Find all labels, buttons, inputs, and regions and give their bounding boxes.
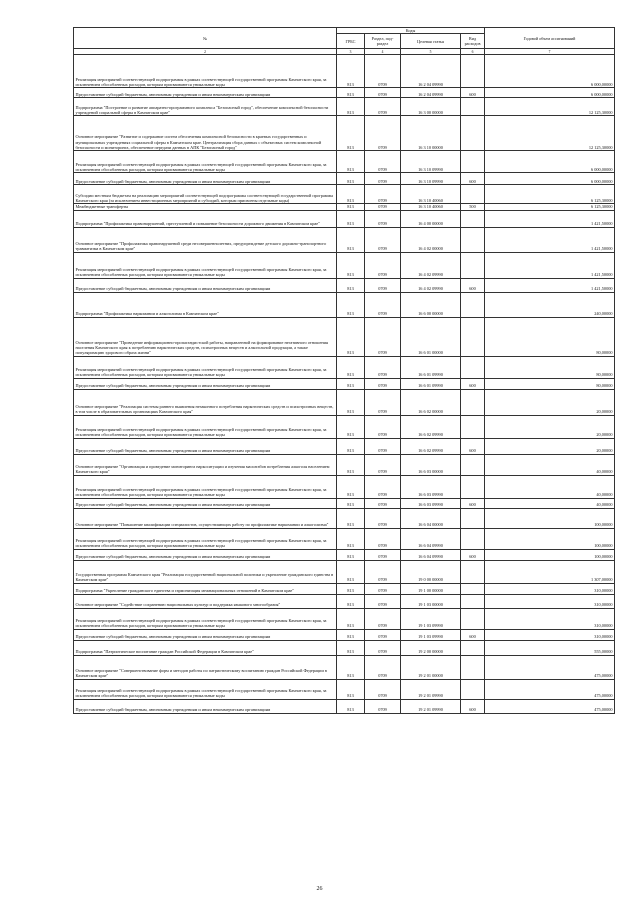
row-target-cell: 16 3 10 40060 — [401, 204, 461, 210]
row-section-cell: 0709 — [365, 356, 401, 378]
row-target-cell: 16 3 10 40060 — [401, 185, 461, 204]
row-target-cell: 16 4 02 09990 — [401, 278, 461, 292]
row-exp-type-cell — [461, 210, 485, 227]
table-row — [74, 629, 615, 640]
table-row — [74, 278, 615, 292]
table-row — [74, 560, 615, 583]
header-grbs: ГРБС — [337, 34, 365, 49]
row-name-cell: Основное мероприятие "Реализация системы раннего выявления незаконного потребления наркотических средств и психотропных веществ, в том числе в образовательных организациях Камчатского края" — [74, 389, 337, 415]
row-amount-cell: 40,00000 — [485, 454, 615, 475]
row-amount-cell: 1 421,50000 — [485, 210, 615, 227]
row-amount-cell: 310,00000 — [485, 608, 615, 629]
row-target-cell: 16 6 03 00000 — [401, 454, 461, 475]
table-row — [74, 528, 615, 549]
row-amount-cell: 1 421,50000 — [485, 278, 615, 292]
index-cell: 3 — [337, 49, 365, 55]
table-row — [74, 317, 615, 356]
budget-table — [73, 27, 615, 714]
row-grbs-cell: 813 — [337, 173, 365, 185]
table-row — [74, 655, 615, 679]
row-grbs-cell: 813 — [337, 594, 365, 608]
row-name-cell: Реализация мероприятий соответствующей подпрограммы в рамках соответствующей государственной программы Камчатского края, за исключением обособленных расходов, которым присваиваются уникальные коды — [74, 151, 337, 173]
row-amount-cell: 100,00000 — [485, 528, 615, 549]
row-grbs-cell: 813 — [337, 528, 365, 549]
row-section-cell: 0709 — [365, 475, 401, 498]
row-section-cell: 0709 — [365, 699, 401, 713]
row-section-cell: 0709 — [365, 415, 401, 438]
index-cell: 6 — [461, 49, 485, 55]
row-name-cell: Реализация мероприятий соответствующей подпрограммы в рамках соответствующей государственной программы Камчатского края, за исключением обособленных расходов, которым присваиваются уникальные коды — [74, 679, 337, 699]
row-name-cell: Предоставление субсидий бюджетным, автономным учреждениям и иным некоммерческим организациям — [74, 378, 337, 389]
row-name-cell: Государственная программа Камчатского края "Реализация государственной национальной политики и укрепление гражданского единства в Камчатском крае" — [74, 560, 337, 583]
row-grbs-cell: 813 — [337, 454, 365, 475]
row-target-cell: 16 3 10 09990 — [401, 173, 461, 185]
row-exp-type-cell — [461, 55, 485, 88]
row-exp-type-cell — [461, 560, 485, 583]
row-exp-type-cell: 600 — [461, 549, 485, 560]
row-section-cell: 0709 — [365, 640, 401, 655]
table-row — [74, 185, 615, 204]
row-target-cell: 16 4 00 00000 — [401, 210, 461, 227]
row-amount-cell: 310,00000 — [485, 583, 615, 594]
row-target-cell: 19 2 01 00000 — [401, 655, 461, 679]
row-target-cell: 16 6 04 09990 — [401, 528, 461, 549]
table-row — [74, 583, 615, 594]
row-name-cell: Реализация мероприятий соответствующей подпрограммы в рамках соответствующей государственной программы Камчатского края, за исключением обособленных расходов, которым присваиваются уникальные коды — [74, 252, 337, 278]
row-amount-cell: 6 000,00000 — [485, 55, 615, 88]
row-grbs-cell: 813 — [337, 98, 365, 116]
row-amount-cell: 475,00000 — [485, 655, 615, 679]
row-section-cell: 0709 — [365, 655, 401, 679]
row-section-cell: 0709 — [365, 679, 401, 699]
row-amount-cell: 475,00000 — [485, 679, 615, 699]
table-row — [74, 699, 615, 713]
row-name-cell: Подпрограмма "Укрепление гражданского единства и гармонизация межнациональных отношений в Камчатском крае" — [74, 583, 337, 594]
row-name-cell: Реализация мероприятий соответствующей подпрограммы в рамках соответствующей государственной программы Камчатского края, за исключением обособленных расходов, которым присваиваются уникальные коды — [74, 475, 337, 498]
row-grbs-cell: 813 — [337, 210, 365, 227]
row-grbs-cell: 813 — [337, 498, 365, 508]
row-section-cell: 0709 — [365, 292, 401, 317]
row-exp-type-cell: 500 — [461, 204, 485, 210]
table-row — [74, 356, 615, 378]
row-section-cell: 0709 — [365, 88, 401, 98]
table-row — [74, 252, 615, 278]
row-grbs-cell: 813 — [337, 640, 365, 655]
row-grbs-cell: 813 — [337, 415, 365, 438]
row-section-cell: 0709 — [365, 389, 401, 415]
row-section-cell: 0709 — [365, 252, 401, 278]
row-target-cell: 16 6 04 09990 — [401, 549, 461, 560]
row-name-cell: Основное мероприятие "Совершенствование форм и методов работы по патриотическому воспитанию граждан Российской Федерации в Камчатском крае" — [74, 655, 337, 679]
row-name-cell: Реализация мероприятий соответствующей подпрограммы в рамках соответствующей государственной программы Камчатского края, за исключением обособленных расходов, которым присваиваются уникальные коды — [74, 528, 337, 549]
table-body — [74, 55, 615, 713]
row-exp-type-cell — [461, 679, 485, 699]
row-grbs-cell: 813 — [337, 475, 365, 498]
row-exp-type-cell — [461, 475, 485, 498]
row-exp-type-cell — [461, 508, 485, 528]
row-grbs-cell: 813 — [337, 699, 365, 713]
row-section-cell: 0709 — [365, 454, 401, 475]
table-row — [74, 98, 615, 116]
row-grbs-cell: 813 — [337, 389, 365, 415]
row-exp-type-cell — [461, 454, 485, 475]
row-exp-type-cell — [461, 583, 485, 594]
row-target-cell: 16 4 02 09990 — [401, 252, 461, 278]
table-row — [74, 454, 615, 475]
row-exp-type-cell — [461, 389, 485, 415]
table-row — [74, 475, 615, 498]
row-section-cell: 0709 — [365, 629, 401, 640]
row-target-cell: 19 0 00 00000 — [401, 560, 461, 583]
row-amount-cell: 240,00000 — [485, 292, 615, 317]
row-section-cell: 0709 — [365, 227, 401, 252]
row-target-cell: 19 1 03 09990 — [401, 608, 461, 629]
row-section-cell: 0709 — [365, 151, 401, 173]
row-exp-type-cell: 600 — [461, 378, 485, 389]
table-row — [74, 594, 615, 608]
row-exp-type-cell — [461, 594, 485, 608]
row-exp-type-cell — [461, 655, 485, 679]
row-exp-type-cell: 600 — [461, 438, 485, 454]
table-row — [74, 438, 615, 454]
row-target-cell: 19 2 00 00000 — [401, 640, 461, 655]
row-exp-type-cell — [461, 356, 485, 378]
row-target-cell: 19 1 03 00000 — [401, 594, 461, 608]
row-grbs-cell: 813 — [337, 252, 365, 278]
row-exp-type-cell — [461, 252, 485, 278]
table-row — [74, 415, 615, 438]
row-section-cell: 0709 — [365, 583, 401, 594]
row-name-cell: Подпрограмма "Построение и развитие аппаратно-программного комплекса "Безопасный город", обеспечение комплексной безопасности учреждений социальной сферы в Камчатском крае" — [74, 98, 337, 116]
row-grbs-cell: 813 — [337, 55, 365, 88]
row-section-cell: 0709 — [365, 560, 401, 583]
row-name-cell: Основное мероприятие "Повышение квалификации специалистов, осуществляющих работу по профилактике наркомании и алкоголизма" — [74, 508, 337, 528]
row-target-cell: 16 6 02 00000 — [401, 389, 461, 415]
row-name-cell: Реализация мероприятий соответствующей подпрограммы в рамках соответствующей государственной программы Камчатского края, за исключением обособленных расходов, которым присваиваются уникальные коды — [74, 415, 337, 438]
row-name-cell: Предоставление субсидий бюджетным, автономным учреждениям и иным некоммерческим организациям — [74, 173, 337, 185]
row-section-cell: 0709 — [365, 549, 401, 560]
table-row — [74, 210, 615, 227]
row-grbs-cell: 813 — [337, 438, 365, 454]
row-grbs-cell: 813 — [337, 655, 365, 679]
row-exp-type-cell: 600 — [461, 278, 485, 292]
table-row — [74, 292, 615, 317]
row-name-cell: Субсидии местным бюджетам на реализацию мероприятий соответствующей подпрограммы соответствующей государственной программы Камчатского края (за исключением инвестиционных мероприятий и субсидий, которым присвоены отдельные коды) — [74, 185, 337, 204]
row-grbs-cell: 813 — [337, 608, 365, 629]
row-amount-cell: 1 421,50000 — [485, 227, 615, 252]
row-amount-cell: 1 307,00000 — [485, 560, 615, 583]
row-amount-cell: 6 125,30000 — [485, 185, 615, 204]
row-name-cell: Основное мероприятие "Профилактика правонарушений среди несовершеннолетних, предупреждение детского дорожно-транспортного травматизма в Камчатском крае" — [74, 227, 337, 252]
row-section-cell: 0709 — [365, 438, 401, 454]
row-amount-cell: 80,00000 — [485, 378, 615, 389]
row-grbs-cell: 813 — [337, 378, 365, 389]
table-row — [74, 389, 615, 415]
row-name-cell: Предоставление субсидий бюджетным, автономным учреждениям и иным некоммерческим организациям — [74, 699, 337, 713]
row-amount-cell: 6 125,30000 — [485, 204, 615, 210]
row-grbs-cell: 813 — [337, 679, 365, 699]
row-target-cell: 19 1 03 09990 — [401, 629, 461, 640]
row-amount-cell: 40,00000 — [485, 475, 615, 498]
row-name-cell: Межбюджетные трансферты — [74, 204, 337, 210]
row-target-cell: 16 4 02 00000 — [401, 227, 461, 252]
row-exp-type-cell — [461, 317, 485, 356]
row-exp-type-cell: 600 — [461, 88, 485, 98]
row-amount-cell: 80,00000 — [485, 317, 615, 356]
header-target: Целевая статья — [401, 34, 461, 49]
row-target-cell: 16 6 02 09990 — [401, 438, 461, 454]
row-section-cell: 0709 — [365, 173, 401, 185]
row-exp-type-cell: 600 — [461, 173, 485, 185]
row-section-cell: 0709 — [365, 278, 401, 292]
row-grbs-cell: 813 — [337, 549, 365, 560]
header-amount: Годовой объем ассигнований — [485, 28, 615, 49]
row-name-cell: Реализация мероприятий соответствующей подпрограммы в рамках соответствующей государственной программы Камчатского края, за исключением обособленных расходов, которым присваиваются уникальные коды — [74, 55, 337, 88]
row-section-cell: 0709 — [365, 508, 401, 528]
row-exp-type-cell — [461, 292, 485, 317]
index-cell: 2 — [74, 49, 337, 55]
row-name-cell: Основное мероприятие "Развитие и содержание систем обеспечения комплексной безопасности в краевых государственных и муниципальных учреждениях социальной сферы в Камчатском крае. Централизация сбора данных с объектовых систем комплексной безопасности и мониторинга, обеспечение передачи данных в АПК "Безопасный город" — [74, 116, 337, 151]
row-exp-type-cell — [461, 640, 485, 655]
header-section: Раздел, под-раздел — [365, 34, 401, 49]
row-amount-cell: 12 125,30000 — [485, 98, 615, 116]
row-grbs-cell: 813 — [337, 227, 365, 252]
row-target-cell: 16 2 04 09990 — [401, 88, 461, 98]
row-grbs-cell: 813 — [337, 185, 365, 204]
row-grbs-cell: 813 — [337, 583, 365, 594]
row-exp-type-cell — [461, 98, 485, 116]
row-name-cell: Основное мероприятие "Организация и проведение мониторинга наркоситуации и изучения масштабов потребления алкоголя населением Камчатского края" — [74, 454, 337, 475]
row-grbs-cell: 813 — [337, 292, 365, 317]
row-target-cell: 16 6 03 09990 — [401, 475, 461, 498]
row-section-cell: 0709 — [365, 498, 401, 508]
row-grbs-cell: 813 — [337, 204, 365, 210]
table-row — [74, 116, 615, 151]
table-header — [74, 28, 615, 55]
header-number: № — [74, 28, 337, 49]
header-codes: Коды — [337, 28, 485, 34]
table-row — [74, 508, 615, 528]
row-amount-cell: 80,00000 — [485, 356, 615, 378]
row-target-cell: 16 6 01 09990 — [401, 356, 461, 378]
row-exp-type-cell — [461, 185, 485, 204]
row-name-cell: Предоставление субсидий бюджетным, автономным учреждениям и иным некоммерческим организациям — [74, 549, 337, 560]
row-amount-cell: 100,00000 — [485, 508, 615, 528]
row-grbs-cell: 813 — [337, 116, 365, 151]
row-exp-type-cell — [461, 116, 485, 151]
row-section-cell: 0709 — [365, 55, 401, 88]
table-row — [74, 679, 615, 699]
row-name-cell: Подпрограмма "Патриотическое воспитание граждан Российской Федерации в Камчатском крае" — [74, 640, 337, 655]
row-target-cell: 16 6 00 00000 — [401, 292, 461, 317]
row-section-cell: 0709 — [365, 185, 401, 204]
row-name-cell: Основное мероприятие "Содействие сохранению национальных культур и поддержка языкового многообразия" — [74, 594, 337, 608]
table-row — [74, 549, 615, 560]
row-target-cell: 16 6 01 09990 — [401, 378, 461, 389]
row-section-cell: 0709 — [365, 116, 401, 151]
row-section-cell: 0709 — [365, 210, 401, 227]
row-target-cell: 16 3 10 09990 — [401, 151, 461, 173]
row-amount-cell: 475,00000 — [485, 699, 615, 713]
row-amount-cell: 12 125,30000 — [485, 116, 615, 151]
header-exp-type: Вид расходов — [461, 34, 485, 49]
row-name-cell: Предоставление субсидий бюджетным, автономным учреждениям и иным некоммерческим организациям — [74, 278, 337, 292]
row-target-cell: 16 6 02 09990 — [401, 415, 461, 438]
row-grbs-cell: 813 — [337, 317, 365, 356]
row-amount-cell: 1 421,50000 — [485, 252, 615, 278]
row-grbs-cell: 813 — [337, 508, 365, 528]
row-exp-type-cell — [461, 151, 485, 173]
row-amount-cell: 40,00000 — [485, 498, 615, 508]
table-row — [74, 88, 615, 98]
row-name-cell: Реализация мероприятий соответствующей подпрограммы в рамках соответствующей государственной программы Камчатского края, за исключением обособленных расходов, которым присваиваются уникальные коды — [74, 608, 337, 629]
page-number: 26 — [316, 886, 323, 892]
row-amount-cell: 20,00000 — [485, 438, 615, 454]
index-cell: 4 — [365, 49, 401, 55]
table-row — [74, 173, 615, 185]
row-amount-cell: 20,00000 — [485, 415, 615, 438]
row-name-cell: Основное мероприятие "Проведение информационно-пропагандистской работы, направленной на формирование негативного отношения населения Камчатского края к потреблению наркотических средств, психотропных веществ и алкогольной продукции, а также популяризацию здорового образа жизни" — [74, 317, 337, 356]
row-grbs-cell: 813 — [337, 151, 365, 173]
table-row — [74, 608, 615, 629]
row-target-cell: 16 2 04 09990 — [401, 55, 461, 88]
row-section-cell: 0709 — [365, 378, 401, 389]
row-exp-type-cell — [461, 227, 485, 252]
row-section-cell: 0709 — [365, 608, 401, 629]
row-name-cell: Предоставление субсидий бюджетным, автономным учреждениям и иным некоммерческим организациям — [74, 88, 337, 98]
index-cell: 7 — [485, 49, 615, 55]
row-name-cell: Подпрограмма "Профилактика наркомании и алкоголизма в Камчатском крае" — [74, 292, 337, 317]
row-target-cell: 19 1 00 00000 — [401, 583, 461, 594]
row-target-cell: 16 6 04 00000 — [401, 508, 461, 528]
row-section-cell: 0709 — [365, 528, 401, 549]
row-amount-cell: 100,00000 — [485, 549, 615, 560]
table-row — [74, 55, 615, 88]
row-amount-cell: 6 000,00000 — [485, 173, 615, 185]
row-exp-type-cell — [461, 415, 485, 438]
row-amount-cell: 310,00000 — [485, 594, 615, 608]
row-section-cell: 0709 — [365, 98, 401, 116]
table-row — [74, 151, 615, 173]
row-grbs-cell: 813 — [337, 560, 365, 583]
row-name-cell: Предоставление субсидий бюджетным, автономным учреждениям и иным некоммерческим организациям — [74, 438, 337, 454]
row-exp-type-cell: 600 — [461, 629, 485, 640]
row-grbs-cell: 813 — [337, 88, 365, 98]
row-name-cell: Реализация мероприятий соответствующей подпрограммы в рамках соответствующей государственной программы Камчатского края, за исключением обособленных расходов, которым присваиваются уникальные коды — [74, 356, 337, 378]
row-target-cell: 16 3 10 00000 — [401, 116, 461, 151]
row-grbs-cell: 813 — [337, 629, 365, 640]
row-amount-cell: 6 000,00000 — [485, 151, 615, 173]
table-row — [74, 378, 615, 389]
table-row — [74, 498, 615, 508]
row-amount-cell: 6 000,00000 — [485, 88, 615, 98]
row-section-cell: 0709 — [365, 204, 401, 210]
row-name-cell: Предоставление субсидий бюджетным, автономным учреждениям и иным некоммерческим организациям — [74, 498, 337, 508]
row-section-cell: 0709 — [365, 594, 401, 608]
index-cell: 5 — [401, 49, 461, 55]
table-row — [74, 227, 615, 252]
row-target-cell: 16 6 03 09990 — [401, 498, 461, 508]
row-grbs-cell: 813 — [337, 356, 365, 378]
row-name-cell: Предоставление субсидий бюджетным, автономным учреждениям и иным некоммерческим организациям — [74, 629, 337, 640]
row-exp-type-cell: 600 — [461, 699, 485, 713]
row-amount-cell: 20,00000 — [485, 389, 615, 415]
row-exp-type-cell: 600 — [461, 498, 485, 508]
row-target-cell: 19 2 01 09990 — [401, 699, 461, 713]
table-row — [74, 640, 615, 655]
row-target-cell: 16 3 00 00000 — [401, 98, 461, 116]
row-exp-type-cell — [461, 528, 485, 549]
row-name-cell: Подпрограмма "Профилактика правонарушений, преступлений и повышение безопасности дорожного движения в Камчатском крае" — [74, 210, 337, 227]
row-exp-type-cell — [461, 608, 485, 629]
row-target-cell: 19 2 01 09990 — [401, 679, 461, 699]
row-section-cell: 0709 — [365, 317, 401, 356]
row-amount-cell: 310,00000 — [485, 629, 615, 640]
row-grbs-cell: 813 — [337, 278, 365, 292]
row-amount-cell: 555,00000 — [485, 640, 615, 655]
row-target-cell: 16 6 01 00000 — [401, 317, 461, 356]
